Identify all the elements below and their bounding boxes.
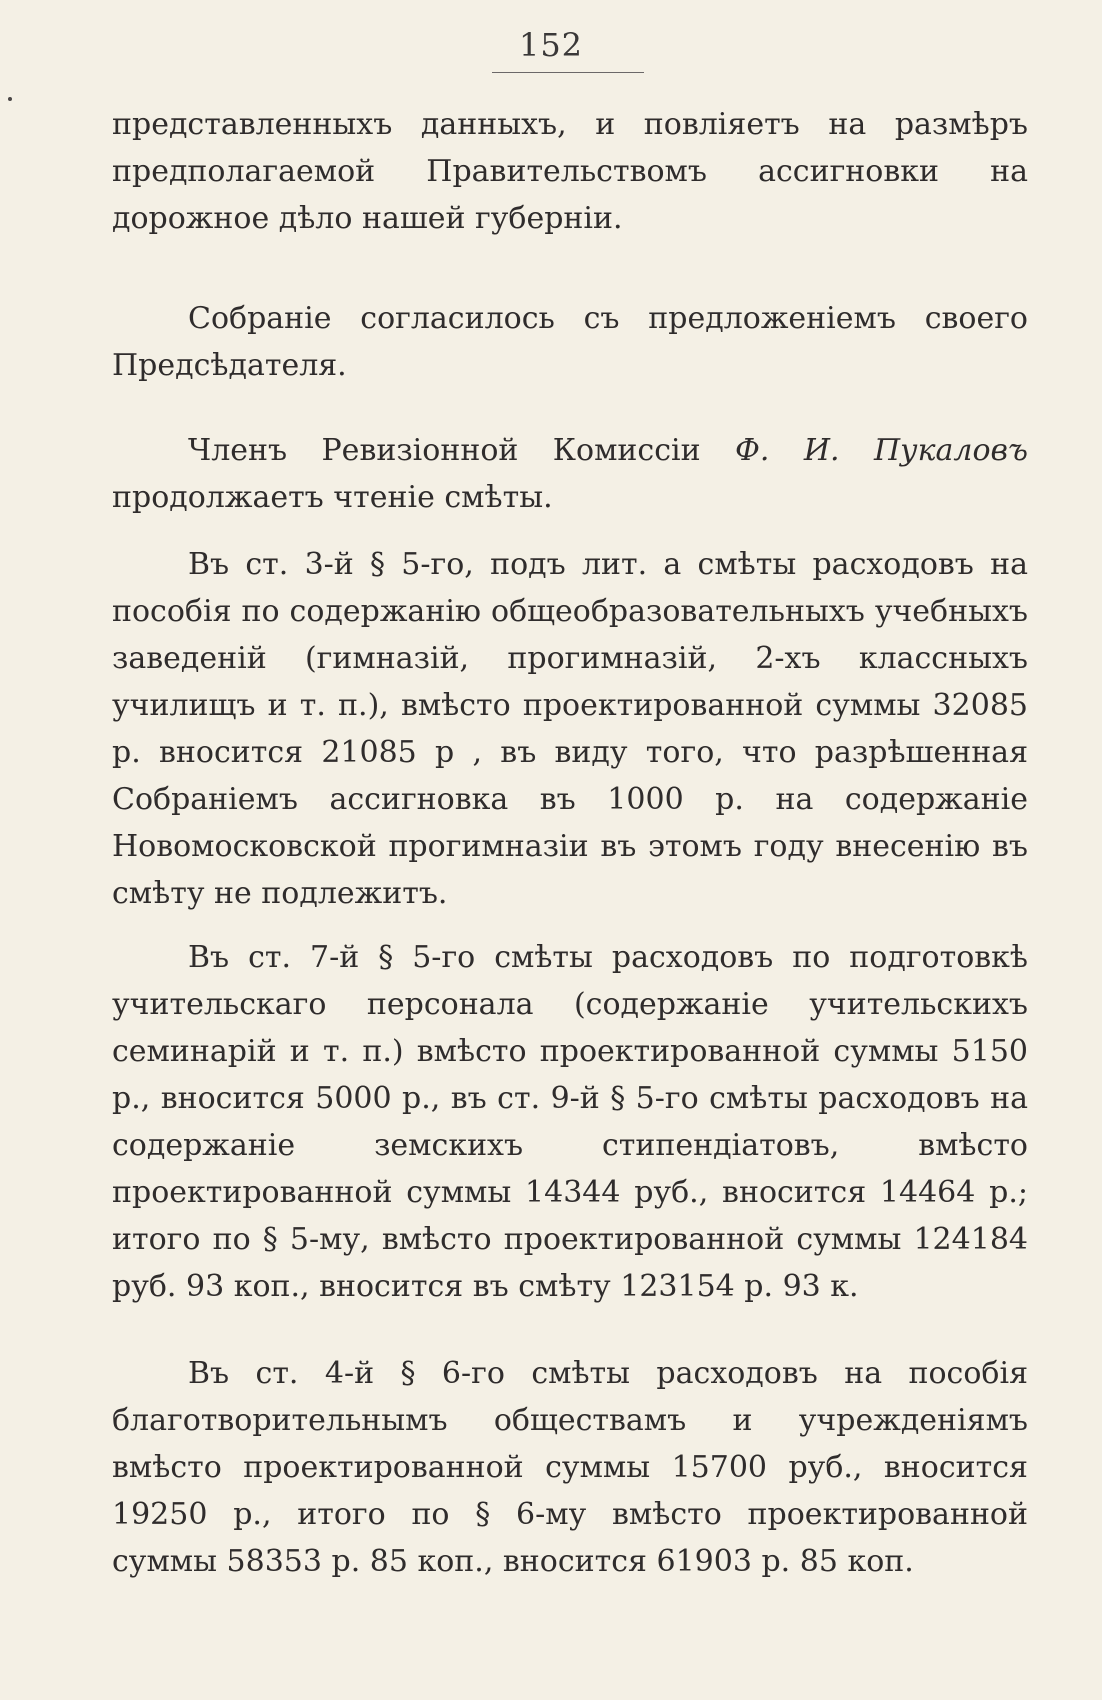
paragraph-charity-budget: Въ ст. 4-й § 6-го смѣты расходовъ на пособія благотворительнымъ обществамъ и учрежденіямъ вмѣсто проектированной суммы 15700 руб., вносится 19250 р., итого по § 6-му вмѣсто проектированной суммы 58353 р. 85 коп., вносится 61903 р. 85 коп. (112, 1356, 1028, 1579)
page-number: 152 (518, 26, 584, 64)
paragraph-continuation: представленныхъ данныхъ, и повліяетъ на размѣръ предполагаемой Правительствомъ ассигновки на дорожное дѣло нашей губерніи. (112, 107, 1028, 236)
paragraph-text-before-name: Членъ Ревизіонной Комиссіи (188, 433, 736, 468)
paragraph-commission-member (112, 427, 1028, 521)
header-rule (492, 72, 644, 73)
paragraph-assembly-agreed: Собраніе согласилось съ предложеніемъ своего Предсѣдателя. (112, 301, 1028, 383)
member-name: Ф. И. Пукаловъ (735, 433, 1028, 468)
paragraph-schools-budget: Въ ст. 3-й § 5-го, подъ лит. а смѣты расходовъ на пособія по содержанію общеобразовательныхъ учебныхъ заведеній (гимназій, прогимназій, 2-хъ классныхъ училищъ и т. п.), вмѣсто проектированной суммы 32085 р. вносится 21085 р , въ виду того, что разрѣшенная Собраніемъ ассигновка въ 1000 р. на содержаніе Новомосковской прогимназіи въ этомъ году внесенію въ смѣту не подлежитъ. (112, 547, 1028, 911)
paragraph-teacher-training-budget: Въ ст. 7-й § 5-го смѣты расходовъ по подготовкѣ учительскаго персонала (содержаніе учительскихъ семинарій и т. п.) вмѣсто проектированной суммы 5150 р., вносится 5000 р., въ ст. 9-й § 5-го смѣты расходовъ на содержаніе земскихъ стипендіатовъ, вмѣсто проектированной суммы 14344 руб., вносится 14464 р.; итого по § 5-му, вмѣсто проектированной суммы 124184 руб. 93 коп., вносится въ смѣту 123154 р. 93 к. (112, 940, 1028, 1304)
margin-mark (8, 97, 12, 101)
paragraph-text-after-name: продолжаетъ чтеніе смѣты. (112, 480, 553, 515)
